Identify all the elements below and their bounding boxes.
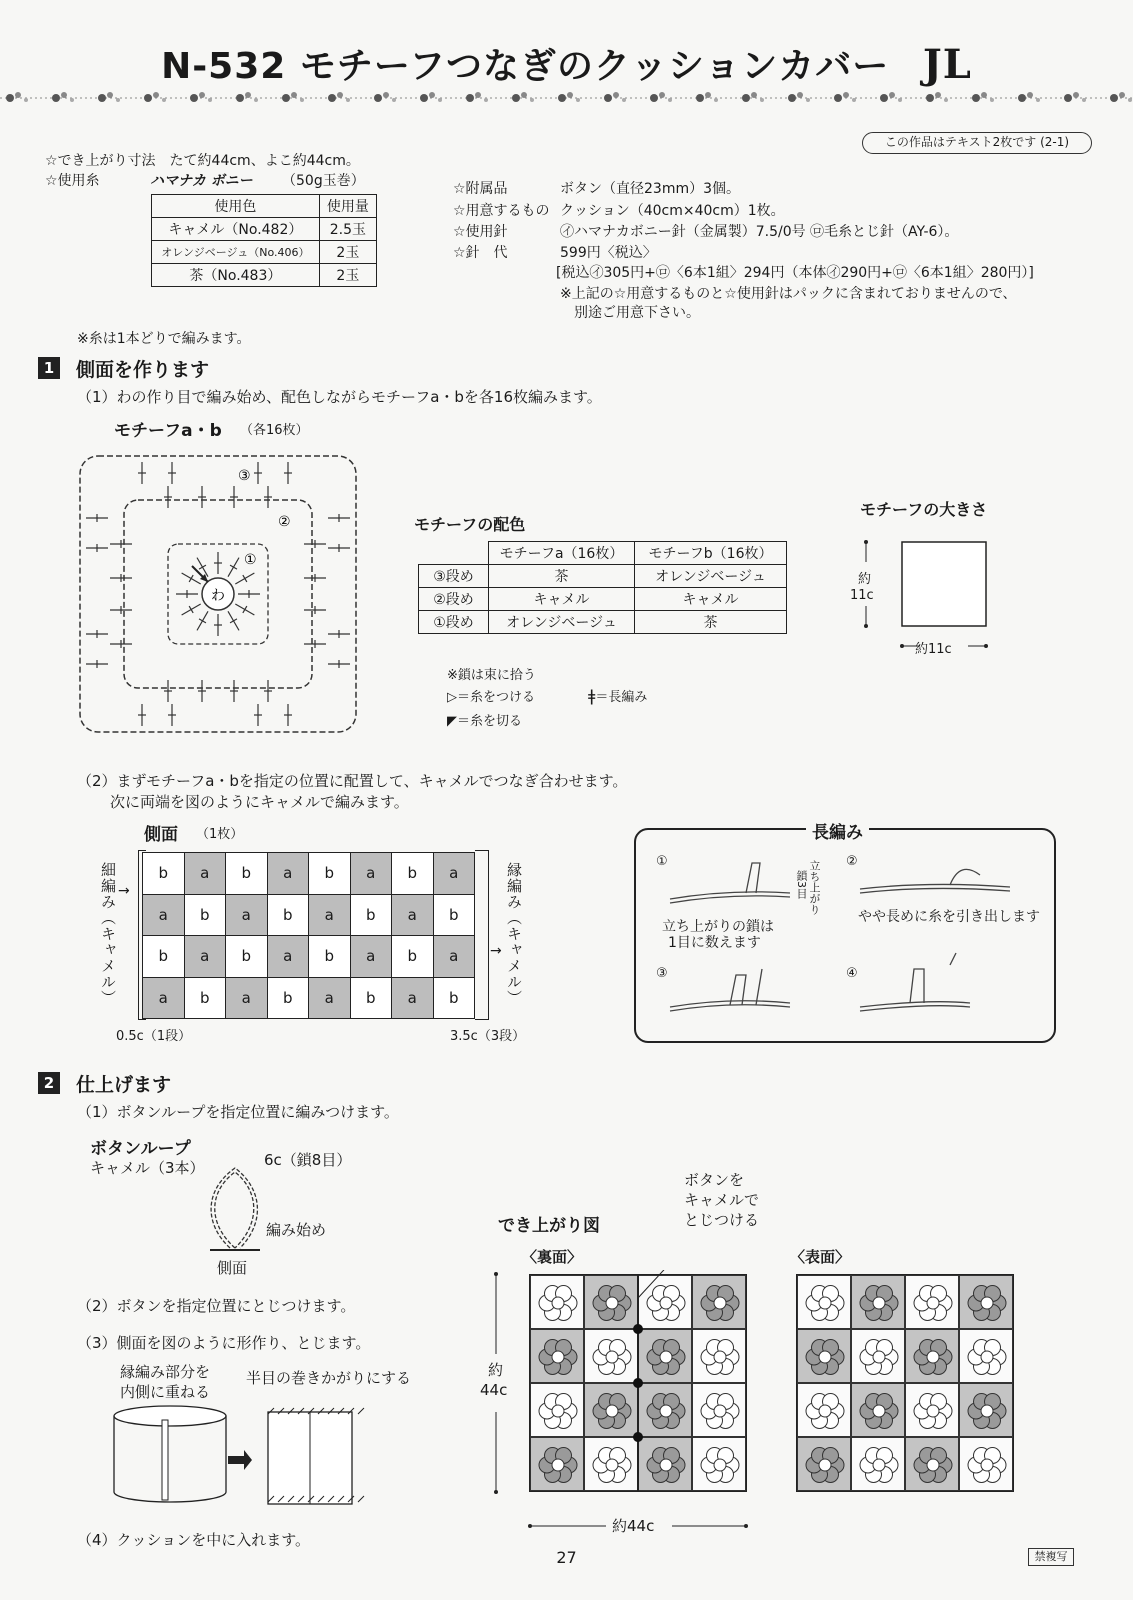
motif-cell-a: a [433, 936, 475, 978]
round-label-2: ② [278, 514, 291, 530]
price-detail: [税込㋑305円+㋺〈6本1組〉294円（本体㋑290円+㋺〈6本1組〉280円）] [556, 265, 1034, 281]
button-loop-chain: 6c（鎖8目） [264, 1151, 352, 1169]
motif-cell-b: b [350, 894, 392, 936]
flower-icon [852, 1438, 906, 1492]
fold-note-2: 半目の巻きかがりにする [246, 1369, 412, 1387]
motif-cell-a: a [226, 977, 268, 1019]
yarn-header-color: 使用色 [152, 195, 320, 218]
finished-dimensions [486, 1270, 776, 1540]
legend-chain-note: ※鎖は束に拾う [447, 668, 536, 683]
round-label-3: ③ [238, 468, 251, 484]
color-cell: ②段め [419, 588, 489, 611]
yarn-cell: 2玉 [319, 264, 376, 287]
table-row [143, 936, 475, 978]
fold-note-1a: 縁編み部分を [120, 1363, 211, 1381]
price-note-1: ※上記の☆用意するものと☆使用針はパックに含まれておりませんので、 [560, 286, 1017, 302]
yarn-cell: 茶（No.483） [152, 264, 320, 287]
accessory-value: ボタン（直径23mm）3個。 [560, 181, 740, 197]
flower-icon [960, 1384, 1014, 1438]
finished-vertical-1: 約 [488, 1361, 504, 1379]
needle-value: ㋑ハマナカボニー針（金属製）7.5/0号 ㋺毛糸とじ針（AY-6）。 [560, 224, 959, 240]
motif-cell-b: b [226, 936, 268, 978]
right-edge-band [475, 850, 489, 1020]
table-row [143, 894, 475, 936]
assembly-diagram [110, 1400, 370, 1512]
arrow-left-icon: → [118, 883, 130, 899]
legend-dc: ǂ＝長編み [588, 686, 648, 705]
motif-cell-b: b [184, 977, 226, 1019]
table-row [152, 241, 377, 264]
motif-tile [797, 1275, 851, 1329]
yarn-unit: （50g玉巻） [282, 173, 365, 189]
motif-cell-a: a [184, 853, 226, 895]
motif-cell-b: b [392, 936, 434, 978]
color-cell: ①段め [419, 611, 489, 634]
button-note-3: とじつける [684, 1211, 760, 1229]
motif-tile [959, 1329, 1013, 1383]
button-loop-title: ボタンループ [90, 1139, 191, 1159]
motif-cell-a: a [350, 853, 392, 895]
page-title: N-532 モチーフつなぎのクッションカバー JL [161, 41, 972, 88]
motif-cell-a: a [392, 977, 434, 1019]
finished-title: でき上がり図 [498, 1216, 600, 1236]
motif-cell-a: a [350, 936, 392, 978]
yarn-label: ☆使用糸 [45, 173, 100, 189]
yarn-cell: オレンジベージュ（No.406） [152, 241, 320, 264]
motif-tile [959, 1437, 1013, 1491]
color-header-a: モチーフa（16枚） [489, 542, 635, 565]
color-cell: オレンジベージュ [489, 611, 635, 634]
section-2-number: 2 [38, 1072, 60, 1094]
side-panel-count: （1枚） [196, 827, 244, 842]
size-horizontal: 約11c [915, 642, 952, 657]
table-row [419, 565, 787, 588]
motif-cell-b: b [433, 894, 475, 936]
dc-step-3: ③ [656, 966, 668, 981]
dc-text-2: やや長めに糸を引き出します [858, 909, 1040, 925]
motif-tile [959, 1383, 1013, 1437]
round-label-1: ① [244, 552, 257, 568]
button-note-1: ボタンを [684, 1171, 745, 1189]
flower-icon [960, 1438, 1014, 1492]
button-loop-side: 側面 [217, 1259, 248, 1277]
motif-cell-b: b [143, 936, 185, 978]
dc-symbol-icon: ǂ [588, 686, 596, 705]
color-cell: ③段め [419, 565, 489, 588]
color-cell: キャメル [635, 588, 787, 611]
motif-cell-a: a [184, 936, 226, 978]
dc-step-4: ④ [846, 966, 858, 981]
yarn-cell: 2玉 [319, 241, 376, 264]
section-1-title: 側面を作ります [76, 359, 210, 381]
flower-icon [906, 1438, 960, 1492]
dc-turning-count: 鎖3目 [795, 870, 808, 899]
table-row [419, 611, 787, 634]
color-cell: 茶 [489, 565, 635, 588]
motif-tile [905, 1437, 959, 1491]
flower-icon [852, 1384, 906, 1438]
front-side-panel [796, 1274, 1014, 1492]
dc-box-title: 長編み [806, 818, 869, 843]
motif-cell-a: a [143, 894, 185, 936]
needle-price-label: ☆針 代 [453, 245, 508, 261]
motif-cell-b: b [184, 894, 226, 936]
yarn-note: ※糸は1本どりで編みます。 [77, 331, 251, 347]
right-edge-label: 縁編み（キャメル） [505, 862, 523, 1006]
prepare-label: ☆用意するもの [453, 203, 550, 219]
flower-icon [798, 1438, 852, 1492]
motif-tile [905, 1329, 959, 1383]
flower-icon [798, 1384, 852, 1438]
table-row [152, 264, 377, 287]
motif-cell-b: b [267, 894, 309, 936]
flower-icon [906, 1330, 960, 1384]
text-count-note: この作品はテキスト2枚です (2-1) [862, 132, 1092, 154]
motif-cell-a: a [143, 977, 185, 1019]
dc-text-1b: 1目に数えます [668, 935, 761, 951]
ring-label: わ [211, 588, 225, 604]
table-row [152, 218, 377, 241]
section-2-title: 仕上げます [76, 1074, 172, 1096]
yarn-brand: ハマナカ ボニー [150, 173, 253, 189]
color-cell: 茶 [635, 611, 787, 634]
yarn-table [151, 194, 377, 287]
motif-tile [851, 1275, 905, 1329]
yarn-cell: キャメル（No.482） [152, 218, 320, 241]
left-dimension: 0.5c（1段） [116, 1029, 192, 1044]
arrow-right-icon: → [490, 943, 502, 959]
motif-size-title: モチーフの大きさ [860, 500, 988, 519]
table-row [143, 853, 475, 895]
motif-color-table [418, 541, 787, 634]
flower-icon [960, 1330, 1014, 1384]
finished-vertical-2: 44c [480, 1381, 508, 1399]
flower-icon [798, 1276, 852, 1330]
button-loop-start: 編み始め [266, 1221, 327, 1239]
button-note-2: キャメルで [684, 1191, 760, 1209]
motif-tile [797, 1383, 851, 1437]
cut-mark-icon: ◤ [447, 714, 457, 729]
copy-prohibited-stamp: 禁複写 [1028, 1548, 1074, 1566]
price-note-2: 別途ご用意下さい。 [574, 305, 700, 321]
flower-icon [852, 1330, 906, 1384]
flower-icon [906, 1384, 960, 1438]
motif-cell-a: a [267, 936, 309, 978]
motif-tile [851, 1329, 905, 1383]
color-header-b: モチーフb（16枚） [635, 542, 787, 565]
motif-cell-b: b [433, 977, 475, 1019]
flower-icon [852, 1276, 906, 1330]
join-mark-icon: ▷ [447, 690, 457, 705]
flower-icon [960, 1276, 1014, 1330]
dc-text-1a: 立ち上がりの鎖は [662, 919, 774, 935]
section-2-step-4: （4）クッションを中に入れます。 [77, 1531, 311, 1549]
motif-cell-b: b [350, 977, 392, 1019]
side-panel-label: 側面 [144, 825, 178, 845]
motif-tile [959, 1275, 1013, 1329]
left-edge-label: 細編み（キャメル） [99, 862, 117, 1006]
color-table-title: モチーフの配色 [414, 515, 526, 534]
section-1-number: 1 [38, 357, 60, 379]
section-2-step-2: （2）ボタンを指定位置にとじつけます。 [77, 1297, 356, 1315]
decorative-border [0, 84, 1133, 112]
motif-tile [851, 1383, 905, 1437]
motif-cell-a: a [433, 853, 475, 895]
motif-tile [905, 1383, 959, 1437]
legend-cut: ◤＝糸を切る [447, 714, 523, 729]
motif-cell-b: b [143, 853, 185, 895]
page-number: 27 [556, 1548, 577, 1567]
motif-tile [797, 1437, 851, 1491]
section-1-step-2-a: （2）まずモチーフa・bを指定の位置に配置して、キャメルでつなぎ合わせます。 [77, 772, 628, 790]
front-side-label: 〈表面〉 [790, 1248, 851, 1266]
yarn-cell: 2.5玉 [319, 218, 376, 241]
accessory-label: ☆附属品 [453, 181, 508, 197]
motif-tile [797, 1329, 851, 1383]
motif-count: （各16枚） [240, 423, 309, 438]
yarn-header-amount: 使用量 [319, 195, 376, 218]
motif-cell-a: a [226, 894, 268, 936]
color-cell: オレンジベージュ [635, 565, 787, 588]
motif-cell-b: b [309, 853, 351, 895]
brand-logo: JL [922, 41, 972, 88]
table-row [419, 588, 787, 611]
size-vertical-2: 11c [850, 588, 874, 603]
section-2-step-3: （3）側面を図のように形作り、とじます。 [77, 1334, 371, 1352]
motif-chart [72, 448, 364, 740]
button-loop-diagram [200, 1164, 270, 1256]
color-table-corner [419, 542, 489, 565]
finished-horizontal: 約44c [612, 1517, 655, 1535]
section-1-step-2-b: 次に両端を図のようにキャメルで編みます。 [110, 793, 409, 811]
finished-size: ☆でき上がり寸法 たて約44cm、よこ約44cm。 [45, 153, 360, 169]
size-vertical-1: 約 [858, 572, 872, 587]
motif-cell-a: a [392, 894, 434, 936]
section-1-step-1: （1）わの作り目で編み始め、配色しながらモチーフa・bを各16枚編みます。 [77, 388, 602, 406]
motif-cell-b: b [392, 853, 434, 895]
dc-step-2: ② [846, 854, 858, 869]
flower-icon [906, 1276, 960, 1330]
motif-tile [905, 1275, 959, 1329]
motif-cell-a: a [309, 977, 351, 1019]
dc-step-1: ① [656, 854, 668, 869]
motif-tile [851, 1437, 905, 1491]
motif-cell-b: b [309, 936, 351, 978]
motif-label: モチーフa・b [114, 421, 222, 441]
motif-cell-b: b [226, 853, 268, 895]
right-dimension: 3.5c（3段） [450, 1029, 526, 1044]
needle-label: ☆使用針 [453, 224, 508, 240]
needle-price-value: 599円〈税込〉 [560, 245, 657, 261]
motif-cell-b: b [267, 977, 309, 1019]
color-cell: キャメル [489, 588, 635, 611]
side-panel-grid [142, 852, 475, 1019]
section-2-step-1: （1）ボタンループを指定位置に編みつけます。 [77, 1103, 399, 1121]
fold-note-1b: 内側に重ねる [120, 1383, 211, 1401]
flower-icon [798, 1330, 852, 1384]
table-row [143, 977, 475, 1019]
legend-join: ▷＝糸をつける [447, 690, 536, 705]
motif-cell-a: a [309, 894, 351, 936]
button-loop-yarn: キャメル（3本） [90, 1159, 205, 1177]
motif-cell-a: a [267, 853, 309, 895]
dc-turning-chain: 立ち上がり [808, 860, 821, 915]
back-side-label: 〈裏面〉 [522, 1248, 583, 1266]
prepare-value: クッション（40cm×40cm）1枚。 [560, 203, 785, 219]
